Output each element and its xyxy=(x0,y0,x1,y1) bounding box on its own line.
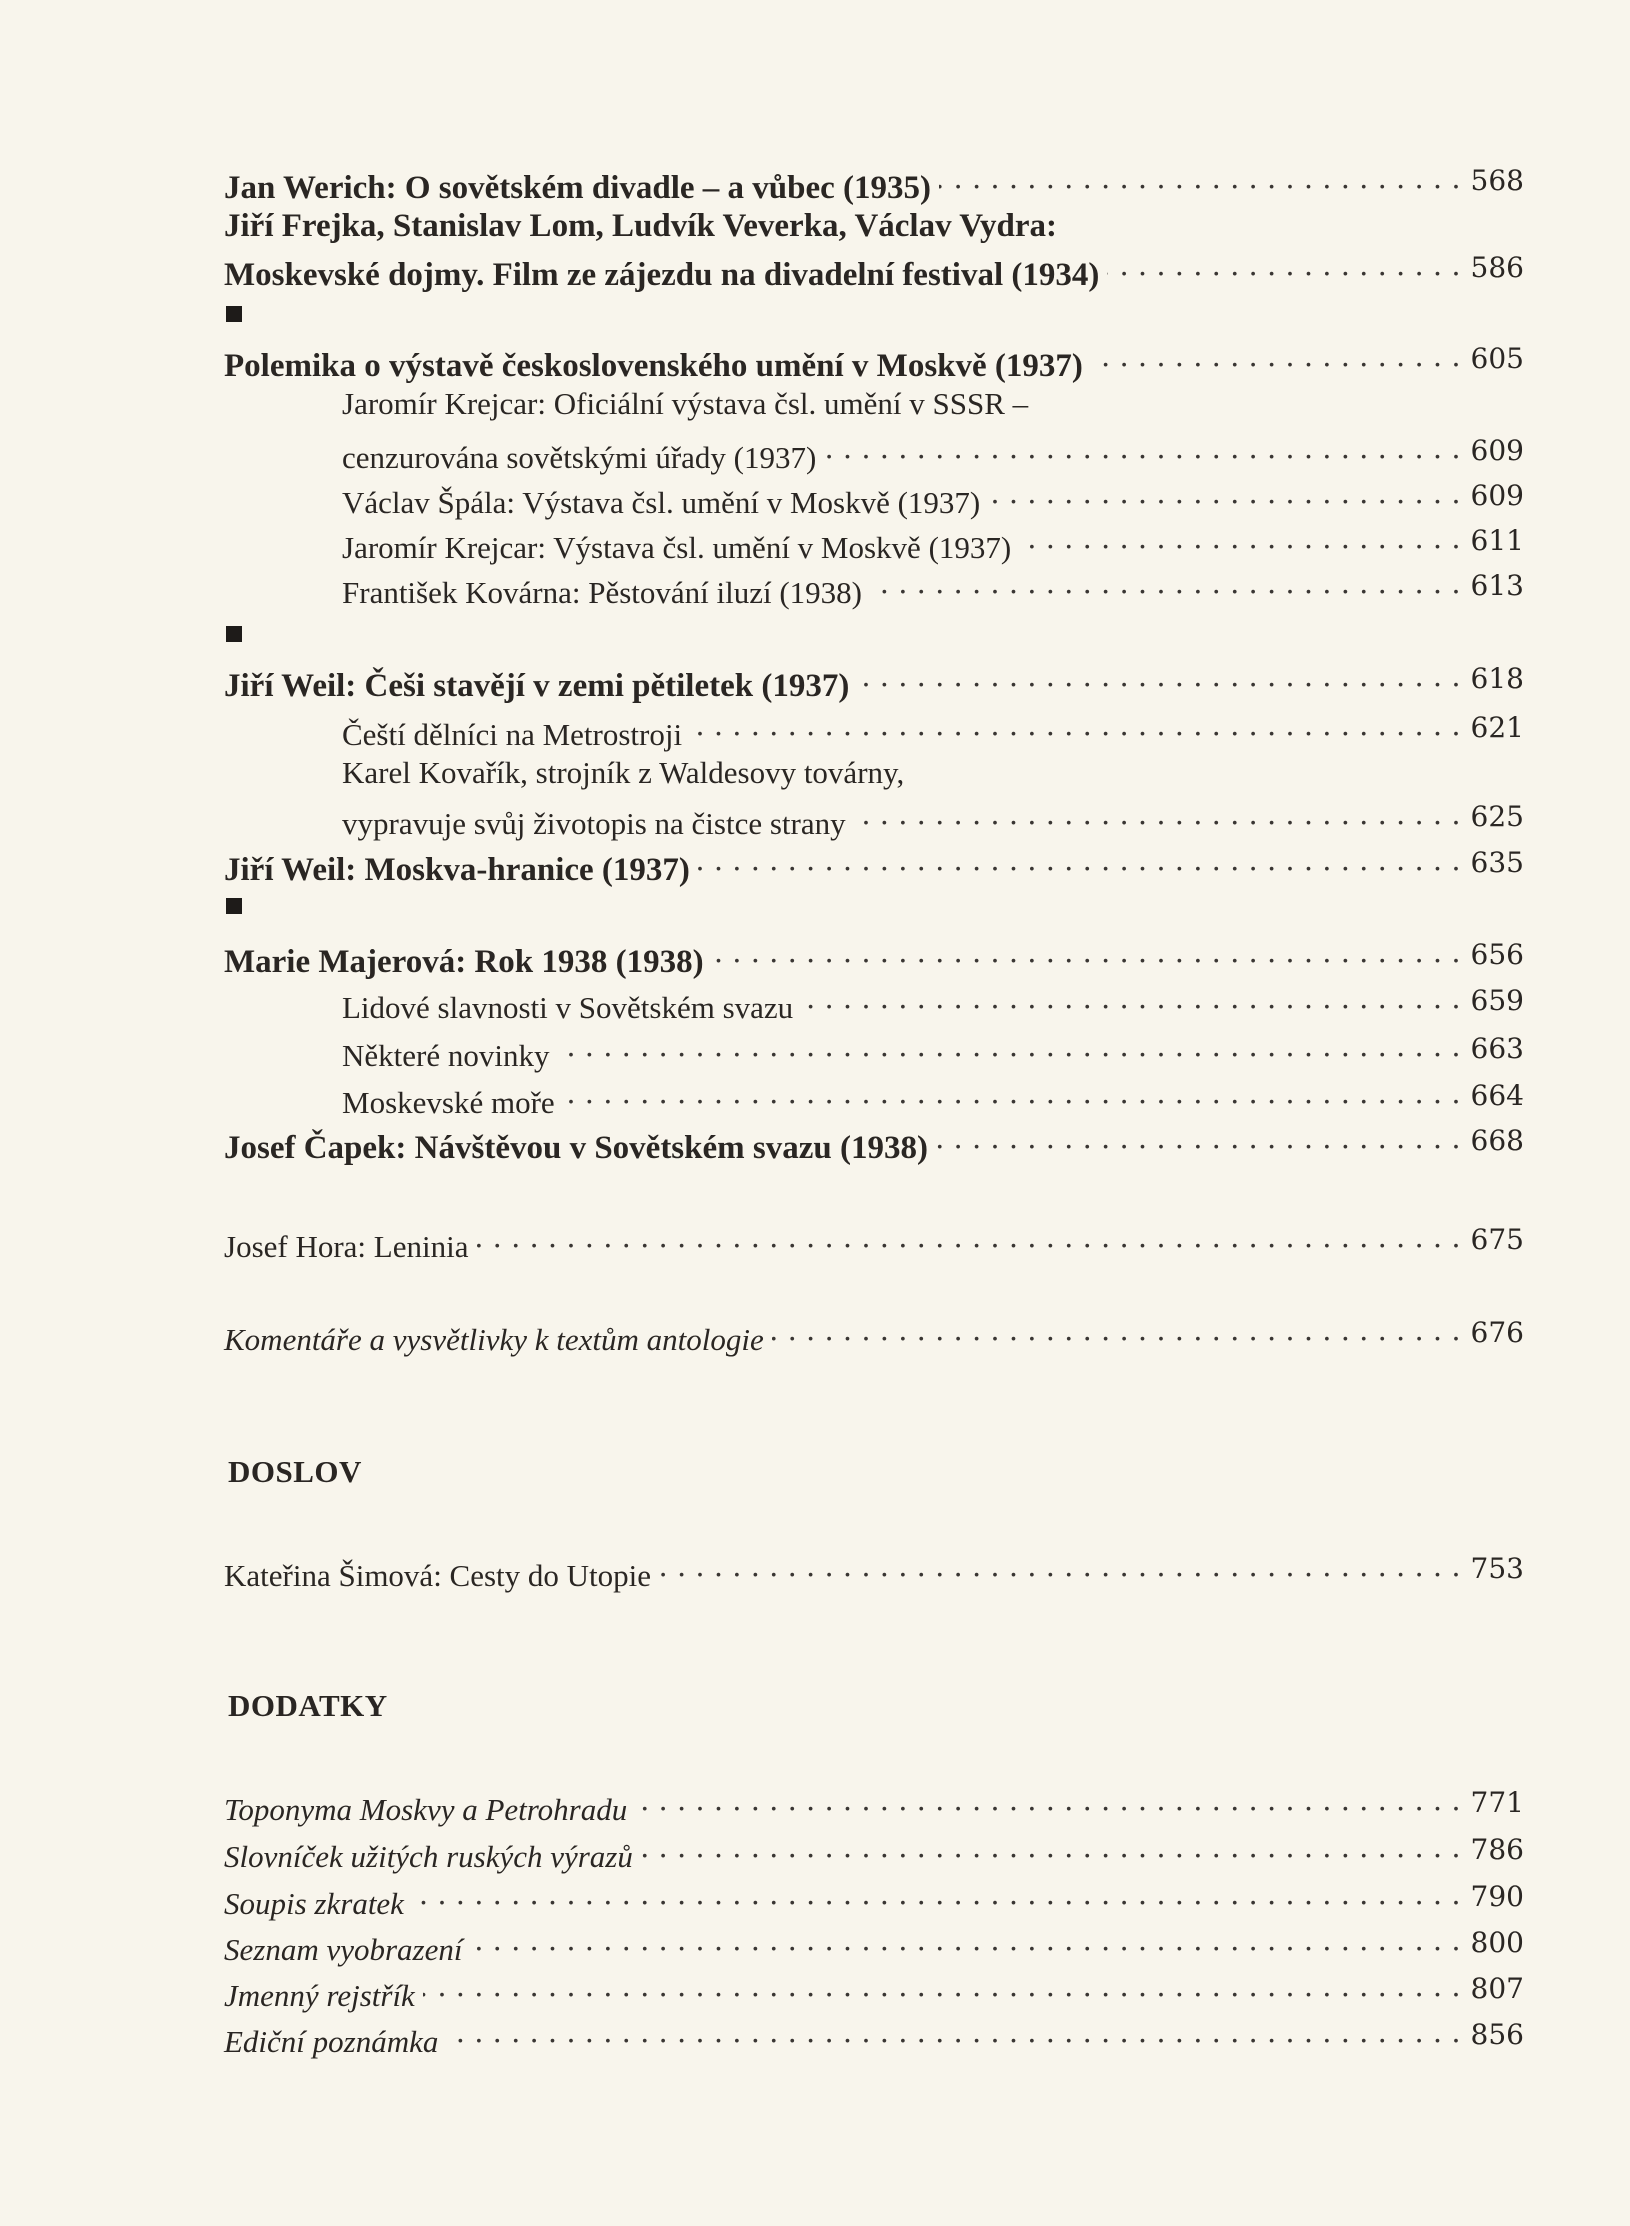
toc-entry[interactable] xyxy=(342,1026,1524,1077)
dot-leader xyxy=(712,932,1461,972)
page-number: 586 xyxy=(1470,251,1524,284)
entry-title: Jaromír Krejcar: Výstava čsl. umění v Moskvě (1937) xyxy=(342,530,1012,565)
page-number: 790 xyxy=(1470,1880,1524,1913)
entry-title: Toponyma Moskvy a Petrohradu xyxy=(224,1792,628,1827)
dot-leader xyxy=(563,1073,1461,1113)
page-number: 856 xyxy=(1470,2018,1524,2051)
page-number: 675 xyxy=(1470,1223,1524,1256)
page-number: 613 xyxy=(1470,569,1524,602)
toc-entry[interactable] xyxy=(224,245,1524,296)
toc-entry[interactable] xyxy=(342,1073,1524,1124)
entry-title: Moskevské moře xyxy=(342,1085,555,1120)
page-number: 786 xyxy=(1470,1833,1524,1866)
entry-title: Jiří Weil: Češi stavějí v zemi pětiletek (1937) xyxy=(224,668,850,704)
toc-entry[interactable] xyxy=(224,1118,1524,1169)
entry-title: Václav Špála: Výstava čsl. umění v Moskvě (1937) xyxy=(342,485,981,520)
toc-entry[interactable] xyxy=(224,840,1524,891)
entry-title: Slovníček užitých ruských výrazů xyxy=(224,1839,633,1874)
toc-entry[interactable] xyxy=(224,158,1524,209)
toc-entry[interactable] xyxy=(342,428,1524,479)
toc-entry[interactable] xyxy=(342,473,1524,524)
page-number: 771 xyxy=(1470,1786,1524,1819)
toc-entry[interactable] xyxy=(224,1920,1524,1971)
section-heading-doslov: DOSLOV xyxy=(228,1454,362,1489)
toc-entry[interactable] xyxy=(224,932,1524,983)
dot-leader xyxy=(423,1966,1461,2006)
entry-title: Čeští dělníci na Metrostroji xyxy=(342,717,683,752)
toc-entry[interactable] xyxy=(224,1217,1524,1268)
page-number: 568 xyxy=(1470,164,1524,197)
entry-title: Jmenný rejstřík xyxy=(224,1978,415,2013)
page-number: 635 xyxy=(1470,846,1524,879)
toc-entry[interactable] xyxy=(224,2012,1524,2063)
toc-entry[interactable] xyxy=(342,518,1524,569)
page-number: 605 xyxy=(1470,342,1524,375)
entry-title: Jiří Weil: Moskva-hranice (1937) xyxy=(224,852,690,888)
entry-title: Josef Hora: Leninia xyxy=(224,1229,469,1264)
entry-title: Jan Werich: O sovětském divadle – a vůbec (1935) xyxy=(224,170,932,206)
page-number: 659 xyxy=(1470,984,1524,1017)
dot-leader xyxy=(641,1827,1461,1867)
page-number: 656 xyxy=(1470,938,1524,971)
page-number: 618 xyxy=(1470,662,1524,695)
page-number: 625 xyxy=(1470,800,1524,833)
toc-entry[interactable] xyxy=(342,794,1524,845)
page-number: 621 xyxy=(1470,711,1524,744)
page-number: 664 xyxy=(1470,1079,1524,1112)
entry-title: Moskevské dojmy. Film ze zájezdu na divadelní festival (1934) xyxy=(224,257,1100,293)
toc-entry[interactable] xyxy=(224,336,1524,387)
entry-title: Lidové slavnosti v Sovětském svazu xyxy=(342,990,794,1025)
dot-leader xyxy=(936,1118,1461,1158)
dot-leader xyxy=(801,978,1460,1018)
entry-title-line1: Karel Kovařík, strojník z Waldesovy továrny, xyxy=(342,755,905,790)
page-number: 668 xyxy=(1470,1124,1524,1157)
page-number: 611 xyxy=(1470,524,1524,557)
entry-title: Marie Majerová: Rok 1938 (1938) xyxy=(224,944,704,980)
toc-entry[interactable] xyxy=(224,1966,1524,2017)
entry-title-line1: Jiří Frejka, Stanislav Lom, Ludvík Veverka, Václav Vydra: xyxy=(224,208,1058,244)
entry-title: Polemika o výstavě československého umění v Moskvě (1937) xyxy=(224,348,1083,384)
dot-leader xyxy=(690,705,1460,745)
entry-title: cenzurována sovětskými úřady (1937) xyxy=(342,440,817,475)
entry-title-line1: Jaromír Krejcar: Oficiální výstava čsl. umění v SSSR – xyxy=(342,386,1029,421)
dot-leader xyxy=(1107,245,1460,285)
section-marker xyxy=(226,898,242,914)
page-number: 676 xyxy=(1470,1316,1524,1349)
page-number: 609 xyxy=(1470,434,1524,467)
toc-entry[interactable] xyxy=(342,705,1524,756)
entry-title: Ediční poznámka xyxy=(224,2024,439,2059)
dot-leader xyxy=(854,794,1461,834)
dot-leader xyxy=(446,2012,1460,2052)
entry-title: Seznam vyobrazení xyxy=(224,1932,463,1967)
toc-entry[interactable] xyxy=(224,1310,1524,1361)
dot-leader xyxy=(939,158,1461,198)
page-number: 753 xyxy=(1470,1552,1524,1585)
section-marker xyxy=(226,306,242,322)
entry-title: Některé novinky xyxy=(342,1038,550,1073)
dot-leader xyxy=(470,1920,1460,1960)
dot-leader xyxy=(1091,336,1461,376)
dot-leader xyxy=(659,1546,1461,1586)
entry-title: Soupis zkratek xyxy=(224,1886,404,1921)
dot-leader xyxy=(557,1026,1460,1066)
section-marker xyxy=(226,626,242,642)
dot-leader xyxy=(476,1217,1460,1257)
page-number: 800 xyxy=(1470,1926,1524,1959)
toc-entry[interactable] xyxy=(224,656,1524,707)
toc-entry[interactable] xyxy=(224,1827,1524,1878)
toc-entry[interactable] xyxy=(342,563,1524,614)
dot-leader xyxy=(870,563,1461,603)
page-number: 663 xyxy=(1470,1032,1524,1065)
dot-leader xyxy=(412,1874,1461,1914)
dot-leader xyxy=(698,840,1461,880)
dot-leader xyxy=(824,428,1460,468)
entry-title: Komentáře a vysvětlivky k textům antologie xyxy=(224,1322,764,1357)
dot-leader xyxy=(772,1310,1461,1350)
dot-leader xyxy=(988,473,1460,513)
page-number: 609 xyxy=(1470,479,1524,512)
toc-entry[interactable] xyxy=(224,1874,1524,1925)
toc-entry[interactable] xyxy=(342,978,1524,1029)
entry-title: Josef Čapek: Návštěvou v Sovětském svazu (1938) xyxy=(224,1130,928,1166)
dot-leader xyxy=(1019,518,1460,558)
section-heading-dodatky: DODATKY xyxy=(228,1688,388,1723)
entry-title: František Kovárna: Pěstování iluzí (1938) xyxy=(342,575,863,610)
toc-entry[interactable] xyxy=(224,1780,1524,1831)
page-number: 807 xyxy=(1470,1972,1524,2005)
entry-title: Kateřina Šimová: Cesty do Utopie xyxy=(224,1558,652,1593)
entry-title: vypravuje svůj životopis na čistce strany xyxy=(342,806,846,841)
dot-leader xyxy=(635,1780,1460,1820)
dot-leader xyxy=(857,656,1460,696)
toc-entry[interactable] xyxy=(224,1546,1524,1597)
